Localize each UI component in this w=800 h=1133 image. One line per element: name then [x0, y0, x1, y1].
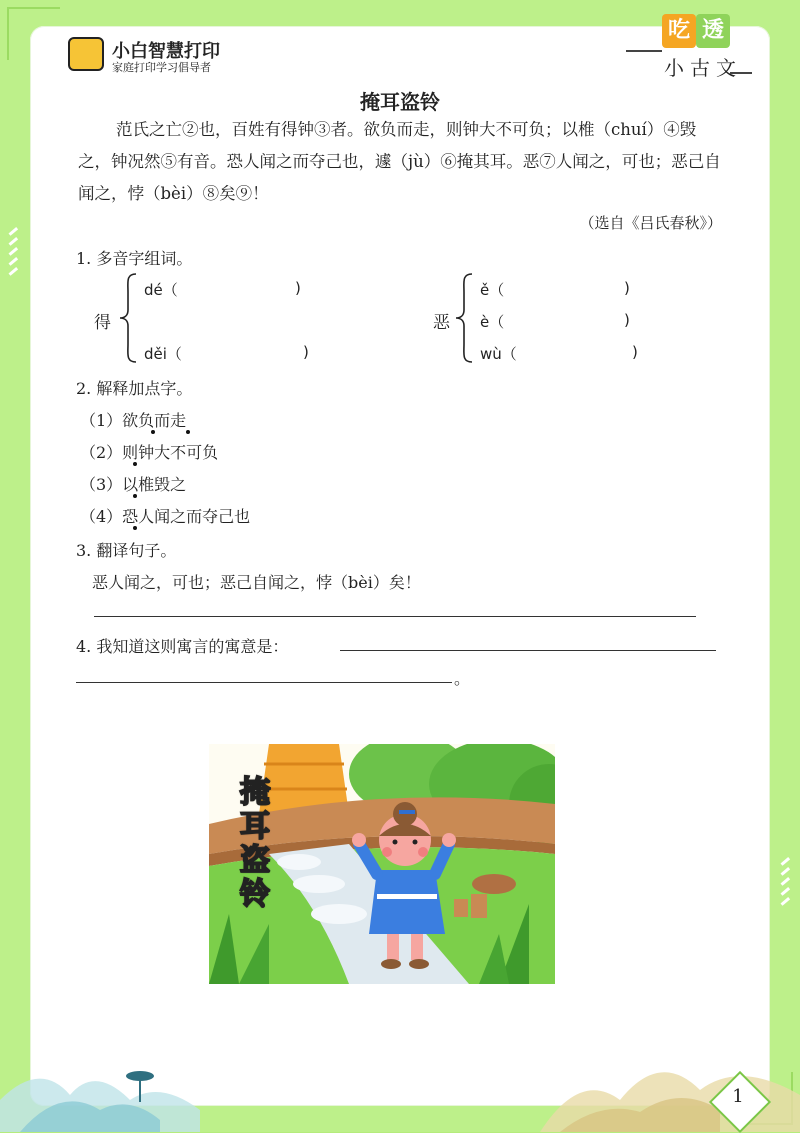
reading-e3: ě（ — [480, 281, 505, 299]
brand-char-1: 吃 — [662, 14, 696, 48]
logo — [68, 35, 268, 75]
paren-close: ) — [295, 279, 301, 297]
reading-dei: děi（ — [144, 345, 182, 363]
series-brand — [626, 14, 756, 84]
question-1-label: 1. 多音字组词。 — [76, 249, 193, 268]
brace-de-icon — [118, 272, 140, 364]
page-title: 掩耳盗铃 — [360, 90, 440, 114]
q4-answer-line-2[interactable] — [76, 682, 452, 683]
paren-close: ) — [624, 279, 630, 297]
reading-de: dé（ — [144, 281, 178, 299]
q2-item-2: （2）则钟大不可负 — [80, 443, 219, 462]
q2-item-1: （1）欲负而走 — [80, 411, 187, 430]
q4-period: 。 — [454, 669, 471, 688]
paren-close: ) — [632, 343, 638, 361]
q4-answer-line-1[interactable] — [340, 650, 716, 651]
q3-answer-line[interactable] — [94, 616, 696, 617]
paren-close: ) — [303, 343, 309, 361]
q2-item-4: （4）恐人闻之而夺己也 — [80, 507, 251, 526]
q2-item-3: （3）以椎毁之 — [80, 475, 187, 494]
printer-logo-icon — [68, 37, 104, 71]
emphasis-dot — [151, 430, 155, 434]
logo-subtitle: 家庭打印学习倡导者 — [112, 61, 211, 74]
brand-line-left — [626, 50, 662, 52]
brace-e-icon — [454, 272, 476, 364]
question-3-label: 3. 翻译句子。 — [76, 541, 177, 560]
mountain-decoration — [0, 1040, 800, 1132]
q3-sentence: 恶人闻之，可也；恶己自闻之，悖（bèi）矣！ — [92, 573, 421, 592]
brand-char-2: 透 — [696, 14, 730, 48]
emphasis-dot — [133, 462, 137, 466]
polyphone-de: 得 — [94, 313, 111, 333]
brand-line-right — [730, 72, 752, 74]
question-2-label: 2. 解释加点字。 — [76, 379, 193, 398]
emphasis-dot — [186, 430, 190, 434]
paren-close: ) — [624, 311, 630, 329]
page-number: 1 — [732, 1086, 744, 1107]
emphasis-dot — [133, 526, 137, 530]
story-illustration — [209, 744, 555, 984]
logo-title: 小白智慧打印 — [112, 41, 220, 62]
brand-subtitle: 小古文 — [664, 56, 742, 80]
source-citation: （选自《吕氏春秋》） — [579, 214, 722, 232]
reading-e4: è（ — [480, 313, 505, 331]
passage-text: 范氏之亡②也，百姓有得钟③者。欲负而走，则钟大不可负；以椎（chuí）④毁之，钟况然⑤有音。恐人闻之而夺己也，遽（jù）⑥掩其耳。恶⑦人闻之，可也；恶己自闻之，悖（bèi）⑧矣⑨！ — [78, 120, 721, 203]
illustration-title: 掩耳盗铃 — [240, 775, 270, 912]
emphasis-dot — [133, 494, 137, 498]
polyphone-e: 恶 — [433, 313, 450, 333]
question-4-label: 4. 我知道这则寓言的寓意是： — [76, 637, 289, 656]
reading-wu: wù（ — [480, 345, 517, 363]
